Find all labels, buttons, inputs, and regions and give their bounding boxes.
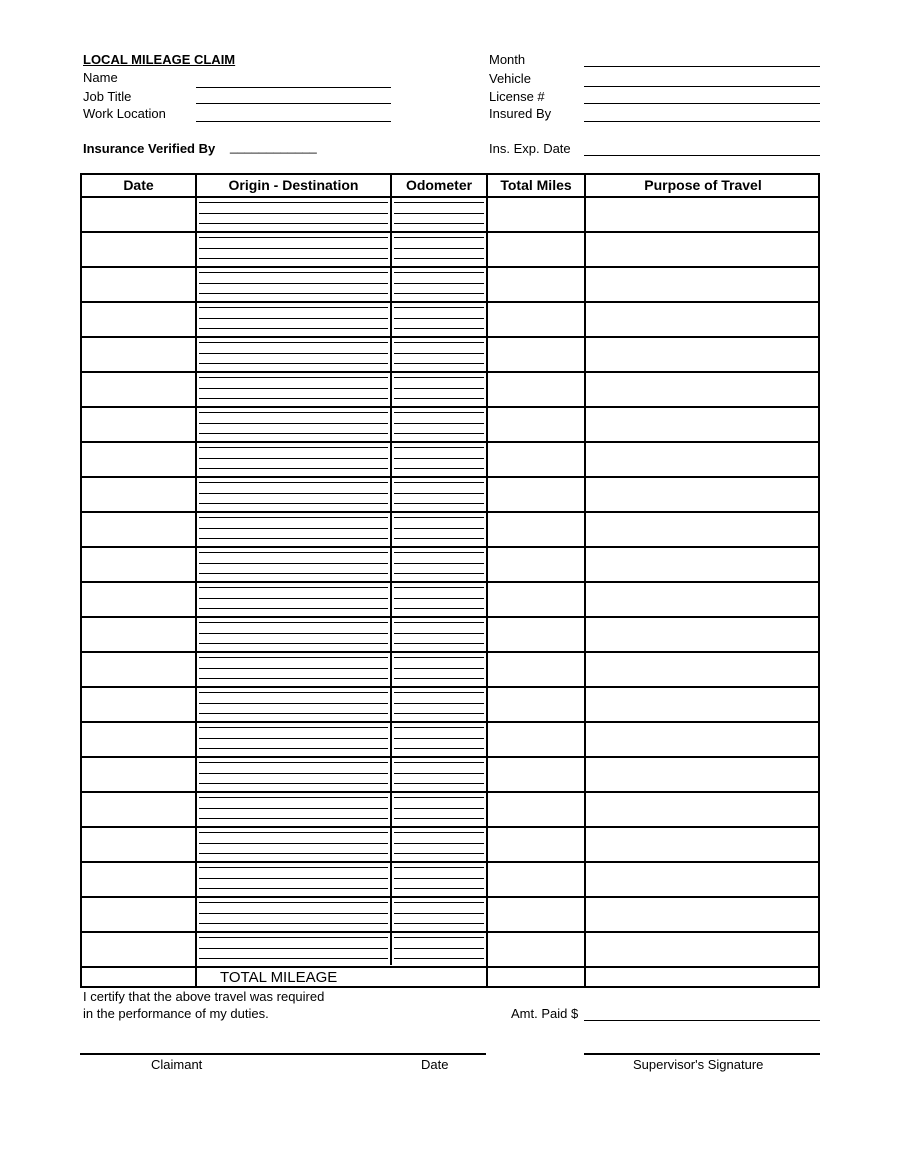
odometer-subline xyxy=(394,503,484,504)
odometer-subline xyxy=(394,902,484,903)
origin-destination-subline xyxy=(199,657,388,658)
odometer-subline xyxy=(394,412,484,413)
license-field[interactable] xyxy=(584,103,820,104)
origin-destination-subline xyxy=(199,958,388,959)
odometer-subline xyxy=(394,843,484,844)
odometer-subline xyxy=(394,517,484,518)
origin-destination-subline xyxy=(199,773,388,774)
origin-destination-subline xyxy=(199,692,388,693)
header-odometer: Odometer xyxy=(405,177,473,193)
header-divider xyxy=(82,196,818,198)
table-row-divider xyxy=(82,966,818,968)
ins-exp-date-field[interactable] xyxy=(584,155,820,156)
odometer-subline xyxy=(394,678,484,679)
header-total-miles: Total Miles xyxy=(500,177,572,193)
origin-destination-subline xyxy=(199,202,388,203)
origin-destination-subline xyxy=(199,377,388,378)
odometer-subline xyxy=(394,598,484,599)
origin-destination-subline xyxy=(199,412,388,413)
table-row-divider xyxy=(82,721,818,723)
origin-destination-subline xyxy=(199,818,388,819)
odometer-subline xyxy=(394,633,484,634)
odometer-subline xyxy=(394,573,484,574)
table-row-divider xyxy=(82,511,818,513)
odometer-subline xyxy=(394,808,484,809)
insurance-verified-label: Insurance Verified By xyxy=(83,141,216,156)
origin-destination-subline xyxy=(199,482,388,483)
odometer-subline xyxy=(394,293,484,294)
insured-by-field[interactable] xyxy=(584,121,820,122)
form-title: LOCAL MILEAGE CLAIM xyxy=(83,52,236,67)
odometer-subline xyxy=(394,237,484,238)
origin-destination-subline xyxy=(199,808,388,809)
odometer-subline xyxy=(394,458,484,459)
odometer-subline xyxy=(394,853,484,854)
origin-destination-subline xyxy=(199,468,388,469)
odometer-subline xyxy=(394,258,484,259)
odometer-subline xyxy=(394,587,484,588)
certify-text-line1: I certify that the above travel was required xyxy=(83,989,325,1004)
origin-destination-subline xyxy=(199,713,388,714)
table-row-divider xyxy=(82,896,818,898)
odometer-subline xyxy=(394,563,484,564)
odometer-subline xyxy=(394,538,484,539)
odometer-subline xyxy=(394,248,484,249)
odometer-subline xyxy=(394,832,484,833)
odometer-subline xyxy=(394,447,484,448)
origin-destination-subline xyxy=(199,598,388,599)
origin-destination-subline xyxy=(199,643,388,644)
origin-destination-subline xyxy=(199,293,388,294)
month-field[interactable] xyxy=(584,66,820,67)
vehicle-label: Vehicle xyxy=(489,71,531,86)
supervisor-signature-line[interactable] xyxy=(584,1053,820,1055)
origin-destination-subline xyxy=(199,703,388,704)
table-row-divider xyxy=(82,231,818,233)
origin-destination-subline xyxy=(199,923,388,924)
odometer-subline xyxy=(394,493,484,494)
origin-destination-subline xyxy=(199,573,388,574)
odometer-subline xyxy=(394,283,484,284)
odometer-subline xyxy=(394,948,484,949)
odometer-subline xyxy=(394,748,484,749)
amt-paid-label: Amt. Paid $ xyxy=(511,1006,579,1021)
origin-destination-subline xyxy=(199,223,388,224)
origin-destination-subline xyxy=(199,668,388,669)
month-label: Month xyxy=(489,52,526,67)
table-row-divider xyxy=(82,861,818,863)
table-row-divider xyxy=(82,336,818,338)
origin-destination-subline xyxy=(199,867,388,868)
insurance-verified-field[interactable]: ____________ xyxy=(230,139,317,154)
total-mileage-label: TOTAL MILEAGE xyxy=(220,969,338,986)
origin-destination-subline xyxy=(199,503,388,504)
table-row-divider xyxy=(82,546,818,548)
odometer-subline xyxy=(394,738,484,739)
table-row-divider xyxy=(82,651,818,653)
license-label: License # xyxy=(489,89,545,104)
odometer-subline xyxy=(394,342,484,343)
odometer-subline xyxy=(394,797,484,798)
job-title-label: Job Title xyxy=(83,89,132,104)
work-location-field[interactable] xyxy=(196,121,391,122)
origin-destination-subline xyxy=(199,563,388,564)
certify-text-line2: in the performance of my duties. xyxy=(83,1006,269,1021)
odometer-subline xyxy=(394,202,484,203)
table-row-divider xyxy=(82,791,818,793)
odometer-subline xyxy=(394,783,484,784)
origin-destination-subline xyxy=(199,762,388,763)
origin-destination-subline xyxy=(199,622,388,623)
table-row-divider xyxy=(82,476,818,478)
odometer-subline xyxy=(394,937,484,938)
origin-destination-subline xyxy=(199,913,388,914)
origin-destination-subline xyxy=(199,587,388,588)
origin-destination-subline xyxy=(199,878,388,879)
vehicle-field[interactable] xyxy=(584,86,820,87)
odometer-subline xyxy=(394,552,484,553)
table-row-divider xyxy=(82,301,818,303)
claimant-label: Claimant xyxy=(151,1057,203,1072)
origin-destination-subline xyxy=(199,213,388,214)
mileage-table xyxy=(80,173,820,988)
origin-destination-subline xyxy=(199,258,388,259)
odometer-subline xyxy=(394,608,484,609)
table-row-divider xyxy=(82,266,818,268)
origin-destination-subline xyxy=(199,493,388,494)
table-row-divider xyxy=(82,406,818,408)
origin-destination-subline xyxy=(199,517,388,518)
origin-destination-subline xyxy=(199,388,388,389)
header-purpose-of-travel: Purpose of Travel xyxy=(644,177,762,193)
table-row-divider xyxy=(82,581,818,583)
work-location-label: Work Location xyxy=(83,106,166,121)
origin-destination-subline xyxy=(199,237,388,238)
odometer-subline xyxy=(394,388,484,389)
table-row-divider xyxy=(82,616,818,618)
origin-destination-subline xyxy=(199,248,388,249)
job-title-field[interactable] xyxy=(196,103,391,104)
odometer-subline xyxy=(394,423,484,424)
odometer-subline xyxy=(394,433,484,434)
supervisor-signature-label: Supervisor's Signature xyxy=(633,1057,764,1072)
origin-destination-subline xyxy=(199,937,388,938)
odometer-subline xyxy=(394,622,484,623)
odometer-subline xyxy=(394,353,484,354)
odometer-subline xyxy=(394,713,484,714)
origin-destination-subline xyxy=(199,902,388,903)
origin-destination-subline xyxy=(199,307,388,308)
origin-destination-subline xyxy=(199,853,388,854)
odometer-subline xyxy=(394,307,484,308)
origin-destination-subline xyxy=(199,423,388,424)
odometer-subline xyxy=(394,377,484,378)
odometer-subline xyxy=(394,867,484,868)
origin-destination-subline xyxy=(199,888,388,889)
origin-destination-subline xyxy=(199,433,388,434)
origin-destination-subline xyxy=(199,272,388,273)
odometer-subline xyxy=(394,878,484,879)
origin-destination-subline xyxy=(199,353,388,354)
table-row-divider xyxy=(82,756,818,758)
name-field[interactable] xyxy=(196,87,391,88)
odometer-subline xyxy=(394,773,484,774)
odometer-subline xyxy=(394,272,484,273)
origin-destination-subline xyxy=(199,797,388,798)
ins-exp-date-label: Ins. Exp. Date xyxy=(489,141,571,156)
odometer-subline xyxy=(394,818,484,819)
origin-destination-subline xyxy=(199,447,388,448)
odometer-subline xyxy=(394,363,484,364)
odometer-subline xyxy=(394,482,484,483)
table-row-divider xyxy=(82,371,818,373)
odometer-subline xyxy=(394,213,484,214)
odometer-subline xyxy=(394,762,484,763)
table-row-divider xyxy=(82,686,818,688)
origin-destination-subline xyxy=(199,678,388,679)
origin-destination-subline xyxy=(199,318,388,319)
origin-destination-subline xyxy=(199,783,388,784)
origin-destination-subline xyxy=(199,283,388,284)
odometer-subline xyxy=(394,318,484,319)
amt-paid-field[interactable] xyxy=(584,1020,820,1021)
odometer-subline xyxy=(394,703,484,704)
origin-destination-subline xyxy=(199,528,388,529)
odometer-subline xyxy=(394,668,484,669)
origin-destination-subline xyxy=(199,552,388,553)
col-divider-origin xyxy=(390,175,392,965)
odometer-subline xyxy=(394,958,484,959)
table-row-divider xyxy=(82,931,818,933)
origin-destination-subline xyxy=(199,832,388,833)
origin-destination-subline xyxy=(199,328,388,329)
origin-destination-subline xyxy=(199,843,388,844)
odometer-subline xyxy=(394,727,484,728)
origin-destination-subline xyxy=(199,363,388,364)
name-label: Name xyxy=(83,70,118,85)
origin-destination-subline xyxy=(199,738,388,739)
odometer-subline xyxy=(394,923,484,924)
odometer-subline xyxy=(394,223,484,224)
odometer-subline xyxy=(394,328,484,329)
origin-destination-subline xyxy=(199,608,388,609)
origin-destination-subline xyxy=(199,633,388,634)
origin-destination-subline xyxy=(199,948,388,949)
odometer-subline xyxy=(394,888,484,889)
origin-destination-subline xyxy=(199,538,388,539)
odometer-subline xyxy=(394,913,484,914)
origin-destination-subline xyxy=(199,342,388,343)
origin-destination-subline xyxy=(199,727,388,728)
origin-destination-subline xyxy=(199,398,388,399)
table-row-divider xyxy=(82,441,818,443)
header-date: Date xyxy=(123,177,154,193)
odometer-subline xyxy=(394,398,484,399)
odometer-subline xyxy=(394,692,484,693)
date-label: Date xyxy=(421,1057,449,1072)
header-origin-destination: Origin - Destination xyxy=(228,177,359,193)
claimant-signature-line[interactable] xyxy=(80,1053,486,1055)
origin-destination-subline xyxy=(199,748,388,749)
origin-destination-subline xyxy=(199,458,388,459)
insured-by-label: Insured By xyxy=(489,106,552,121)
table-row-divider xyxy=(82,826,818,828)
odometer-subline xyxy=(394,657,484,658)
odometer-subline xyxy=(394,643,484,644)
odometer-subline xyxy=(394,468,484,469)
odometer-subline xyxy=(394,528,484,529)
